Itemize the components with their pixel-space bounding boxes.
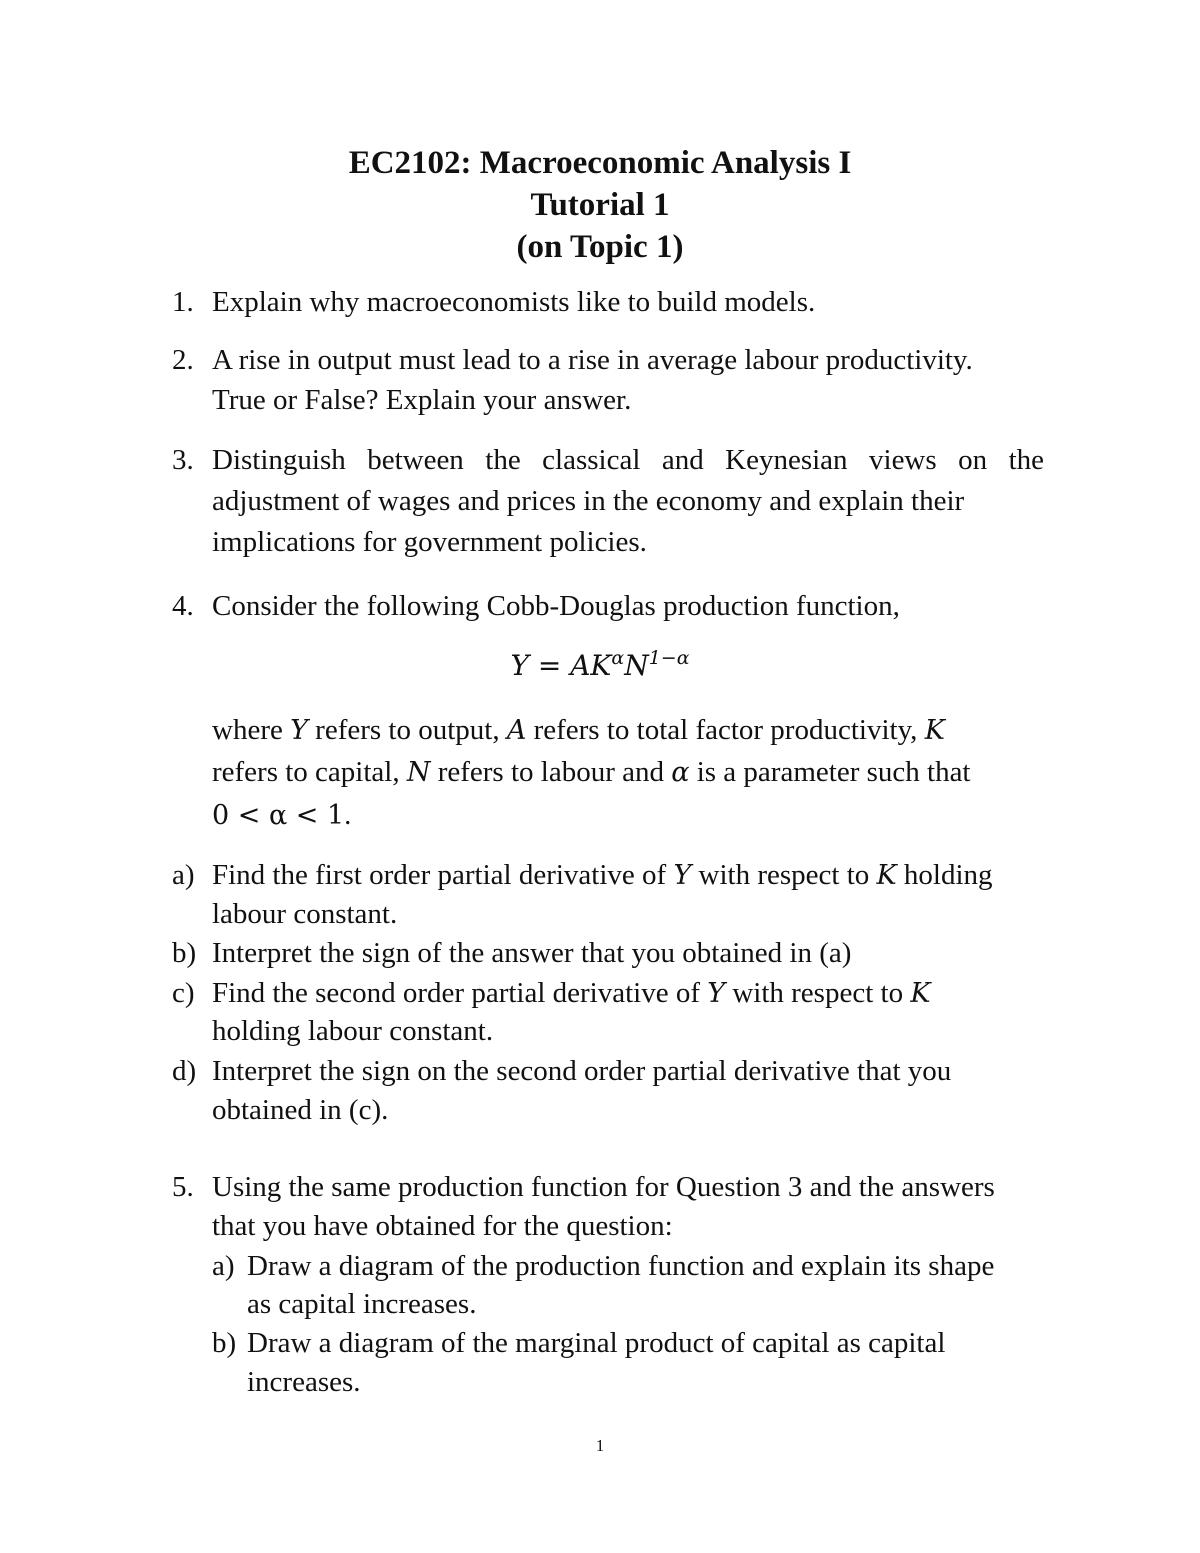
q4-constraint-line <box>212 797 351 834</box>
q4d-label: d) <box>172 1055 197 1087</box>
q1-text: Explain why macroeconomists like to build models. <box>212 286 816 318</box>
q4-intro: Consider the following Cobb-Douglas production function, <box>212 590 900 622</box>
q5-line-1: Using the same production function for Question 3 and the answers <box>212 1171 995 1203</box>
course-title: EC2102: Macroeconomic Analysis I <box>348 145 852 181</box>
q4b-label: b) <box>172 937 197 969</box>
tutorial-title: Tutorial 1 <box>530 187 670 223</box>
eq-equals: = <box>528 649 571 682</box>
q5a-line-1: Draw a diagram of the production function and explain its shape <box>247 1250 995 1282</box>
symbol-n: N <box>406 757 431 788</box>
text-refers-output: refers to output, <box>307 714 507 746</box>
q5a-label: a) <box>212 1250 235 1282</box>
q4c-line-1 <box>212 975 931 1012</box>
q4c-label: c) <box>172 977 195 1009</box>
q5-line-2: that you have obtained for the question: <box>212 1210 673 1242</box>
text-parameter: is a parameter such that <box>689 756 971 788</box>
symbol-k: K <box>924 715 945 746</box>
q4b-text: Interpret the sign of the answer that you obtained in (a) <box>212 937 852 969</box>
q4-definitions-line-2 <box>212 754 971 791</box>
q4-definitions-line-1 <box>212 712 945 749</box>
q4d-line-1: Interpret the sign on the second order partial derivative that you <box>212 1055 952 1087</box>
q4c-symbol-y: Y <box>707 978 726 1009</box>
alpha-constraint: 0 < α < 1 <box>212 800 345 831</box>
symbol-alpha: α <box>671 757 690 788</box>
q4c-line-2: holding labour constant. <box>212 1015 494 1047</box>
eq-lhs: Y <box>510 649 529 682</box>
q5b-line-1: Draw a diagram of the marginal product of capital as capital <box>247 1327 946 1359</box>
eq-exponent-one-minus-alpha: 1−α <box>648 647 690 669</box>
q4c-text-2: with respect to <box>725 977 911 1009</box>
q4a-symbol-k: K <box>876 860 897 891</box>
eq-base: AK <box>570 649 612 682</box>
text-refers-tfp: refers to total factor productivity, <box>526 714 925 746</box>
q2-number: 2. <box>172 344 194 376</box>
q2-line-1: A rise in output must lead to a rise in average labour productivity. <box>212 344 973 376</box>
q5a-line-2: as capital increases. <box>247 1288 477 1320</box>
q3-line-1: Distinguish between the classical and Keynesian views on the <box>212 444 1044 476</box>
q5b-label: b) <box>212 1327 237 1359</box>
text-refers-capital: refers to capital, <box>212 756 407 788</box>
q3-number: 3. <box>172 444 194 476</box>
topic-subtitle: (on Topic 1) <box>516 229 684 265</box>
q4a-text-1: Find the first order partial derivative of <box>212 859 674 891</box>
text-refers-labour: refers to labour and <box>430 756 672 788</box>
page-number: 1 <box>595 1436 605 1455</box>
q3-line-2: adjustment of wages and prices in the economy and explain their <box>212 485 965 517</box>
constraint-period: . <box>344 799 352 831</box>
q4a-text-2: with respect to <box>691 859 877 891</box>
q4a-label: a) <box>172 859 195 891</box>
symbol-y: Y <box>290 715 308 746</box>
q1-number: 1. <box>172 286 194 318</box>
q4d-line-2: obtained in (c). <box>212 1094 389 1126</box>
cobb-douglas-equation <box>0 648 1200 684</box>
q4a-symbol-y: Y <box>673 860 692 891</box>
eq-exponent-alpha: α <box>611 647 625 669</box>
text-where: where <box>212 714 291 746</box>
q4c-symbol-k: K <box>910 978 931 1009</box>
q5b-line-2: increases. <box>247 1366 361 1398</box>
symbol-a: A <box>506 715 527 746</box>
eq-labour: N <box>624 649 649 682</box>
q5-number: 5. <box>172 1171 194 1203</box>
q4c-text-1: Find the second order partial derivative of <box>212 977 708 1009</box>
q4a-text-3: holding <box>896 859 993 891</box>
q4a-line-2: labour constant. <box>212 898 398 930</box>
q4a-line-1 <box>212 857 993 894</box>
q3-line-3: implications for government policies. <box>212 526 647 558</box>
q2-line-2: True or False? Explain your answer. <box>212 384 632 416</box>
q4-number: 4. <box>172 590 194 622</box>
